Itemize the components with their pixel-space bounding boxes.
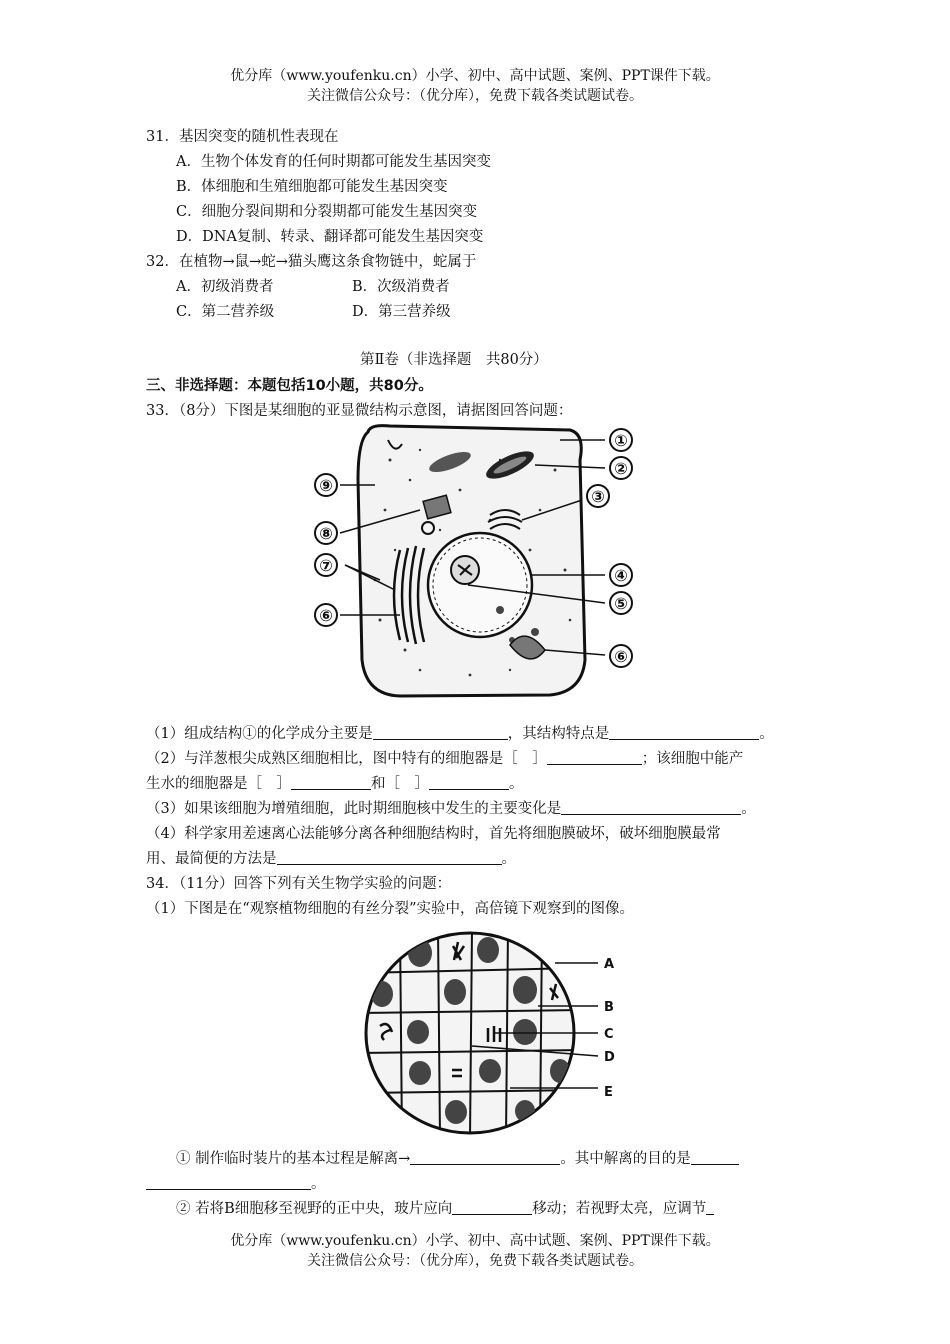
q33-part4-line2 (146, 849, 516, 869)
label-5-marker (610, 592, 632, 614)
q34-part1: （1）下图是在“观察植物细胞的有丝分裂”实验中，高倍镜下观察到的图像。 (146, 901, 635, 917)
q34-step1-blank-2[interactable] (691, 1150, 739, 1165)
q31-option-d: D．DNA复制、转录、翻译都可能发生基因突变 (176, 229, 484, 245)
q33-part2-blank-3[interactable] (429, 775, 509, 790)
q33-part1-blank-1[interactable] (373, 725, 508, 740)
cell-label-1: ① (614, 431, 628, 450)
label-3-marker (587, 485, 609, 507)
q34-stem: 34．（11分）回答下列有关生物学实验的问题： (146, 876, 452, 892)
header-line-2: 关注微信公众号：（优分库），免费下载各类试题试卷。 (307, 88, 643, 104)
label-7-marker (315, 554, 337, 576)
label-6-left-marker (315, 604, 337, 626)
q34-step1-text-c: 。 (311, 1176, 326, 1192)
q33-part3-blank[interactable] (561, 800, 741, 815)
footer-line-2: 关注微信公众号：（优分库），免费下载各类试题试卷。 (307, 1253, 643, 1269)
q34-step1-text-b: 。其中解离的目的是 (560, 1151, 691, 1167)
q33-part2-text-e: 。 (509, 776, 524, 792)
q33-part4-text-b: 用、最简便的方法是 (146, 851, 277, 867)
q34-step2-blank-2[interactable] (706, 1200, 714, 1215)
q31-option-a: A．生物个体发育的任何时期都可能发生基因突变 (176, 154, 491, 170)
q34-step1-text-a: ① 制作临时装片的基本过程是解离→ (176, 1151, 411, 1167)
microscope-label-b: B (604, 1000, 614, 1015)
header-line-1: 优分库（www.youfenku.cn）小学、初中、高中试题、案例、PPT课件下载。 (230, 68, 720, 84)
q33-part4-line1: （4）科学家用差速离心法能够分离各种细胞结构时，首先将细胞膜破坏，破坏细胞膜最常 (146, 826, 721, 842)
q34-step2-text-a: ② 若将B细胞移至视野的正中央，玻片应向 (176, 1201, 453, 1217)
q34-step1-line2 (146, 1174, 326, 1194)
cell-label-4: ④ (614, 566, 628, 585)
q32-option-c: C．第二营养级 (176, 304, 275, 320)
q33-part4-blank[interactable] (277, 850, 502, 865)
part2-title: 第Ⅱ卷（非选择题 共80分） (360, 352, 548, 368)
q31-option-c: C．细胞分裂间期和分裂期都可能发生基因突变 (176, 204, 478, 220)
cell-label-7: ⑦ (319, 556, 333, 575)
q31-option-b: B．体细胞和生殖细胞都可能发生基因突变 (176, 179, 448, 195)
part2-section-heading: 三、非选择题：本题包括10小题，共80分。 (146, 378, 433, 394)
q34-step1-blank-3[interactable] (146, 1175, 311, 1190)
q33-part2-text-a: （2）与洋葱根尖成熟区细胞相比，图中特有的细胞器是［ ］ (146, 751, 547, 767)
q33-part1 (146, 724, 774, 744)
q32-stem: 32．在植物→鼠→蛇→猫头鹰这条食物链中，蛇属于 (146, 254, 477, 270)
q32-option-b: B．次级消费者 (352, 279, 450, 295)
q33-part3 (146, 799, 756, 819)
q34-step1-blank-1[interactable] (410, 1150, 560, 1165)
cell-label-2: ② (614, 459, 628, 478)
q33-part1-text-c: 。 (759, 726, 774, 742)
q33-part2-blank-2[interactable] (291, 775, 371, 790)
q33-part3-text-b: 。 (741, 801, 756, 817)
q32-option-d: D．第三营养级 (352, 304, 451, 320)
label-6-right-marker (610, 645, 632, 667)
cell-label-9: ⑨ (319, 476, 333, 495)
microscope-label-c: C (604, 1027, 614, 1042)
q33-part2-line2 (146, 774, 524, 794)
q33-part1-text-b: ，其结构特点是 (507, 726, 610, 742)
footer-line-1: 优分库（www.youfenku.cn）小学、初中、高中试题、案例、PPT课件下载。 (230, 1233, 720, 1249)
q33-part2-blank-1[interactable] (547, 750, 642, 765)
label-4-marker (610, 564, 632, 586)
q31-stem: 31．基因突变的随机性表现在 (146, 129, 339, 145)
cell-label-3: ③ (591, 487, 605, 506)
cell-label-5: ⑤ (614, 594, 628, 613)
q33-part1-blank-2[interactable] (609, 725, 759, 740)
q33-part1-text-a: （1）组成结构①的化学成分主要是 (146, 726, 373, 742)
label-8-marker (315, 522, 337, 544)
q33-stem: 33．（8分）下图是某细胞的亚显微结构示意图，请据图回答问题： (146, 403, 573, 419)
q33-part3-text-a: （3）如果该细胞为增殖细胞，此时期细胞核中发生的主要变化是 (146, 801, 562, 817)
label-9-marker (315, 474, 337, 496)
q33-part2-text-d: 和［ ］ (371, 776, 429, 792)
label-1-marker (610, 429, 632, 451)
q34-step1-line1 (176, 1149, 739, 1169)
q34-step2 (176, 1199, 714, 1219)
cell-label-6-right: ⑥ (614, 647, 628, 666)
microscope-label-e: E (604, 1085, 613, 1100)
microscope-label-d: D (604, 1050, 615, 1065)
q32-option-a: A．初级消费者 (176, 279, 274, 295)
q33-part2-line1 (146, 749, 743, 769)
cell-label-6-left: ⑥ (319, 606, 333, 625)
q33-part2-text-c: 生水的细胞器是［ ］ (146, 776, 291, 792)
q34-step2-text-b: 移动；若视野太亮，应调节 (532, 1201, 707, 1217)
q34-step2-blank-1[interactable] (452, 1200, 532, 1215)
q33-part2-text-b: ；该细胞中能产 (641, 751, 744, 767)
animal-cell-number-markers (300, 420, 650, 705)
cell-label-8: ⑧ (319, 524, 333, 543)
mitosis-microscope-view (360, 928, 630, 1138)
label-2-marker (610, 457, 632, 479)
microscope-label-a: A (604, 957, 615, 972)
q33-part4-text-c: 。 (501, 851, 516, 867)
